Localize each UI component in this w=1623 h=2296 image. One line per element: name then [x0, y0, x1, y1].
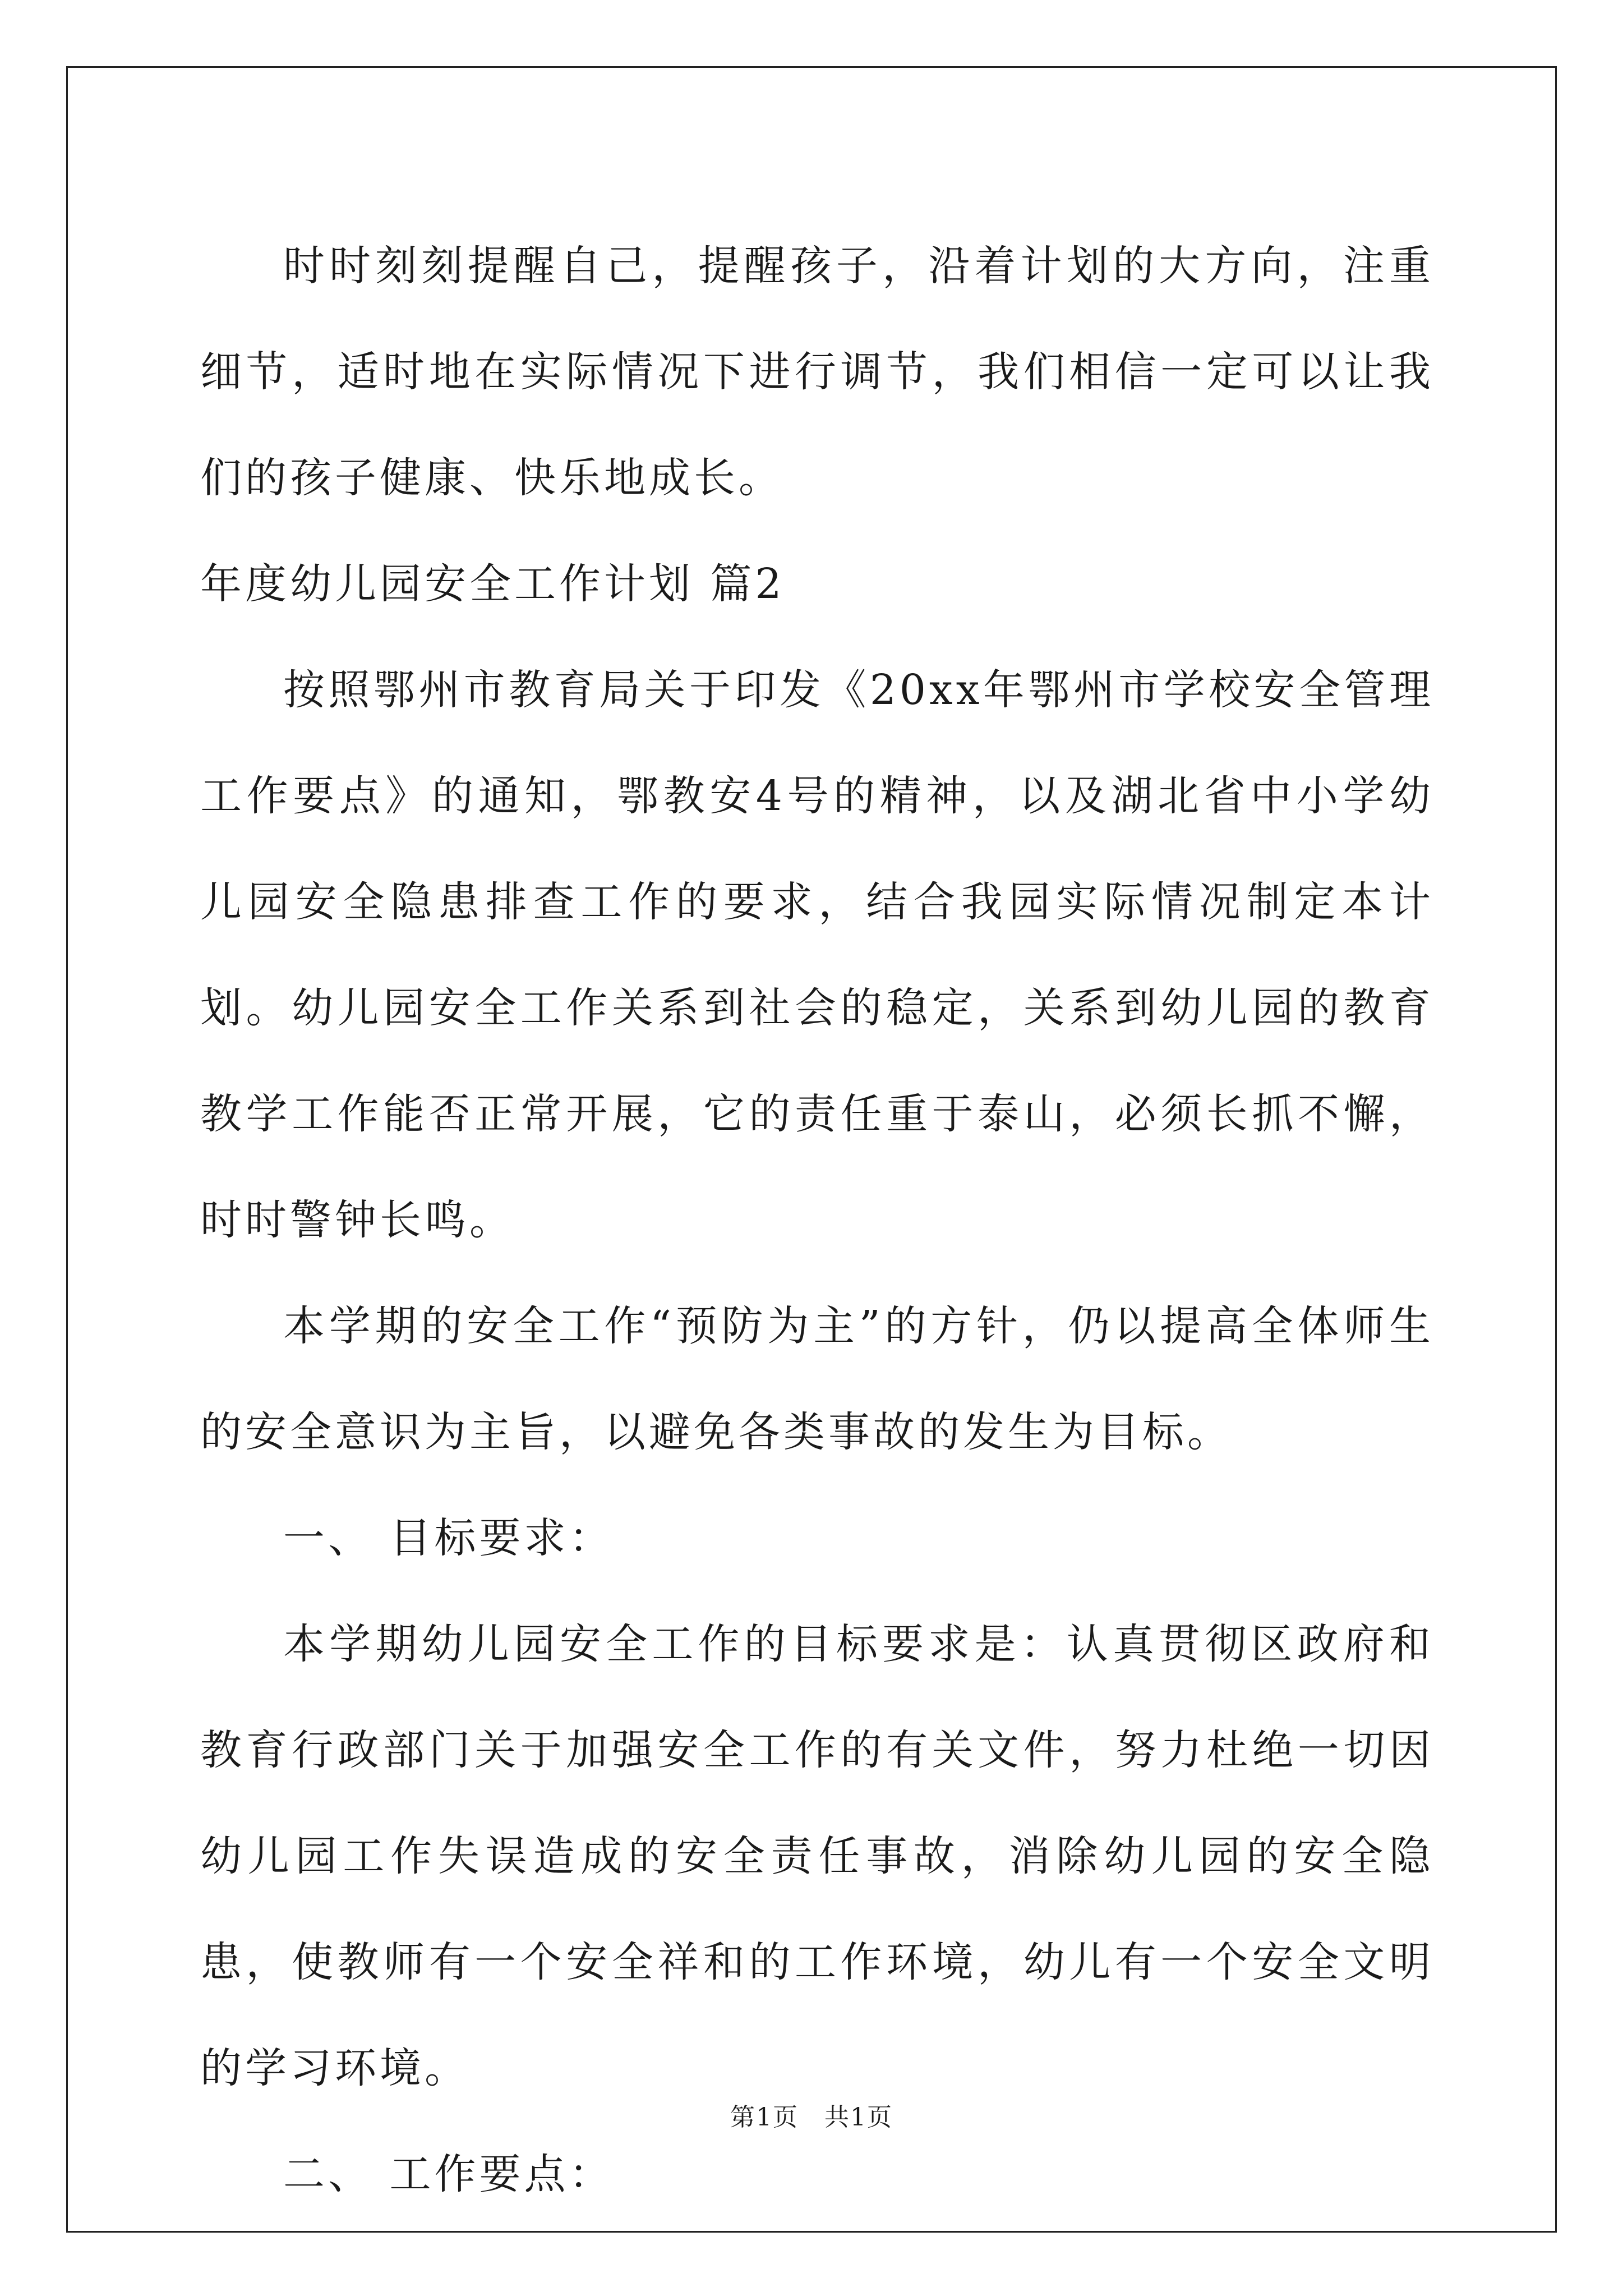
subheading-goals: 一、 目标要求：	[283, 1514, 614, 1562]
page-number-footer: 第1页 共1页	[730, 2103, 893, 2132]
paragraph-goals: 本学期幼儿园安全工作的目标要求是：认真贯彻区政府和教育行政部门关于加强安全工作的有关文件，努力杜绝一切因幼儿园工作失误造成的安全责任事故，消除幼儿园的安全隐患，使教师有一个安全祥和的工作环境，幼儿有一个安全文明的学习环境。	[200, 1620, 1434, 2092]
paragraph-basis: 按照鄂州市教育局关于印发《20xx年鄂州市学校安全管理工作要点》的通知，鄂教安4号的精神，以及湖北省中小学幼儿园安全隐患排查工作的要求，结合我园实际情况制定本计划。幼儿园安全工作关系到社会的稳定，关系到幼儿园的教育教学工作能否正常开展，它的责任重于泰山，必须长抓不懈，时时警钟长鸣。	[200, 666, 1434, 1244]
subheading-key-points: 二、 工作要点：	[283, 2150, 614, 2198]
paragraph-intro-continuation: 时时刻刻提醒自己，提醒孩子，沿着计划的大方向，注重细节，适时地在实际情况下进行调节，我们相信一定可以让我们的孩子健康、快乐地成长。	[200, 242, 1434, 502]
paragraph-policy: 本学期的安全工作“预防为主”的方针，仍以提高全体师生的安全意识为主旨，以避免各类事故的发生为目标。	[200, 1302, 1434, 1456]
section-heading-part-2: 年度幼儿园安全工作计划 篇2	[200, 560, 785, 608]
document-body	[200, 213, 1434, 2228]
